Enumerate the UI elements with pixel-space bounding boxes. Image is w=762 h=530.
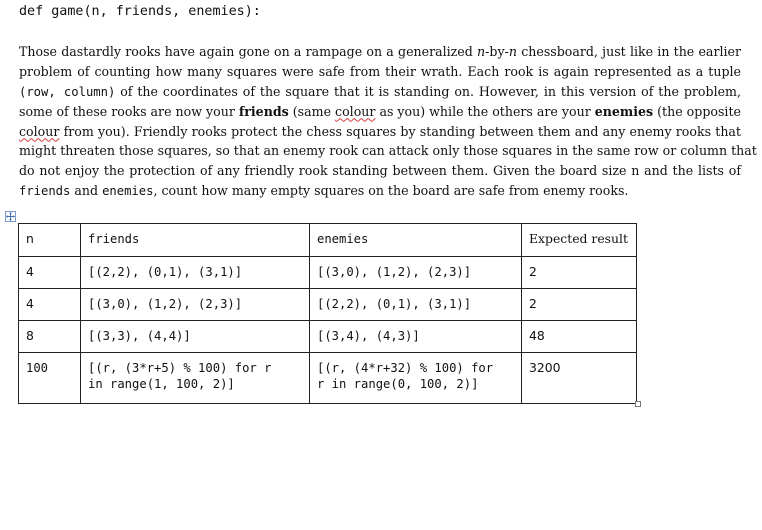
- cell-friends: [(2,2), (0,1), (3,1)]: [81, 257, 310, 289]
- header-n: n: [19, 224, 81, 257]
- resize-handle-icon[interactable]: [635, 401, 641, 407]
- paragraph-line-6: might threaten those squares, so that an enemy rook can attack only those squares in the same row or column that: [19, 143, 757, 159]
- header-expected: Expected result: [522, 224, 637, 257]
- cell-expected: 3200: [522, 353, 637, 404]
- cell-friends-line-2: in range(1, 100, 2)]: [88, 377, 235, 391]
- cell-friends: [(3,3), (4,4)]: [81, 321, 310, 353]
- test-cases-table: [18, 223, 637, 404]
- paragraph-line-2: problem of counting how many squares were safe from their wrath. Each rook is again represented as a tuple: [19, 63, 741, 79]
- cell-enemies: [310, 353, 522, 404]
- paragraph-line-5: colour from you). Friendly rooks protect the chess squares by standing between them and any enemy rooks that: [19, 123, 741, 139]
- cell-enemies-line-2: r in range(0, 100, 2)]: [317, 377, 479, 391]
- spelling-flagged-word[interactable]: colour: [335, 103, 376, 119]
- paragraph-line-8: friends and enemies, count how many empty squares on the board are safe from enemy rooks.: [19, 183, 629, 199]
- cell-enemies-line-1: [(r, (4*r+32) % 100) for: [317, 361, 494, 375]
- cell-n: 4: [19, 289, 81, 321]
- function-signature: def game(n, friends, enemies):: [19, 4, 261, 19]
- table-header-row: [19, 224, 637, 257]
- cell-expected: 48: [522, 321, 637, 353]
- paragraph-line-4: some of these rooks are now your friends (same colour as you) while the others are your enemies (the opposite: [19, 103, 741, 119]
- cell-friends-line-1: [(r, (3*r+5) % 100) for r: [88, 361, 272, 375]
- move-cross-icon[interactable]: [5, 211, 16, 222]
- problem-description: [19, 42, 757, 201]
- cell-friends: [(3,0), (1,2), (2,3)]: [81, 289, 310, 321]
- spelling-flagged-word[interactable]: colour: [19, 123, 60, 139]
- cell-friends: [81, 353, 310, 404]
- cell-enemies: [(2,2), (0,1), (3,1)]: [310, 289, 522, 321]
- paragraph-line-7: do not enjoy the protection of any friendly rook standing between them. Given the board size n and the lists of: [19, 163, 741, 179]
- enemies-keyword: enemies: [594, 103, 654, 119]
- cell-enemies: [(3,4), (4,3)]: [310, 321, 522, 353]
- table-row: [19, 321, 637, 353]
- cell-n: 4: [19, 257, 81, 289]
- paragraph-line-3: (row, column) of the coordinates of the square that it is standing on. However, in this version of the problem,: [19, 83, 741, 99]
- table-row: [19, 289, 637, 321]
- paragraph-line-1: Those dastardly rooks have again gone on a rampage on a generalized n-by-n chessboard, just like in the earlier: [19, 44, 741, 59]
- cell-n: 8: [19, 321, 81, 353]
- cell-n: 100: [19, 353, 81, 404]
- cell-enemies: [(3,0), (1,2), (2,3)]: [310, 257, 522, 289]
- table-row: [19, 257, 637, 289]
- table-row: [19, 353, 637, 404]
- cell-expected: 2: [522, 257, 637, 289]
- friends-keyword: friends: [238, 103, 289, 119]
- header-friends: friends: [81, 224, 310, 257]
- header-enemies: enemies: [310, 224, 522, 257]
- cell-expected: 2: [522, 289, 637, 321]
